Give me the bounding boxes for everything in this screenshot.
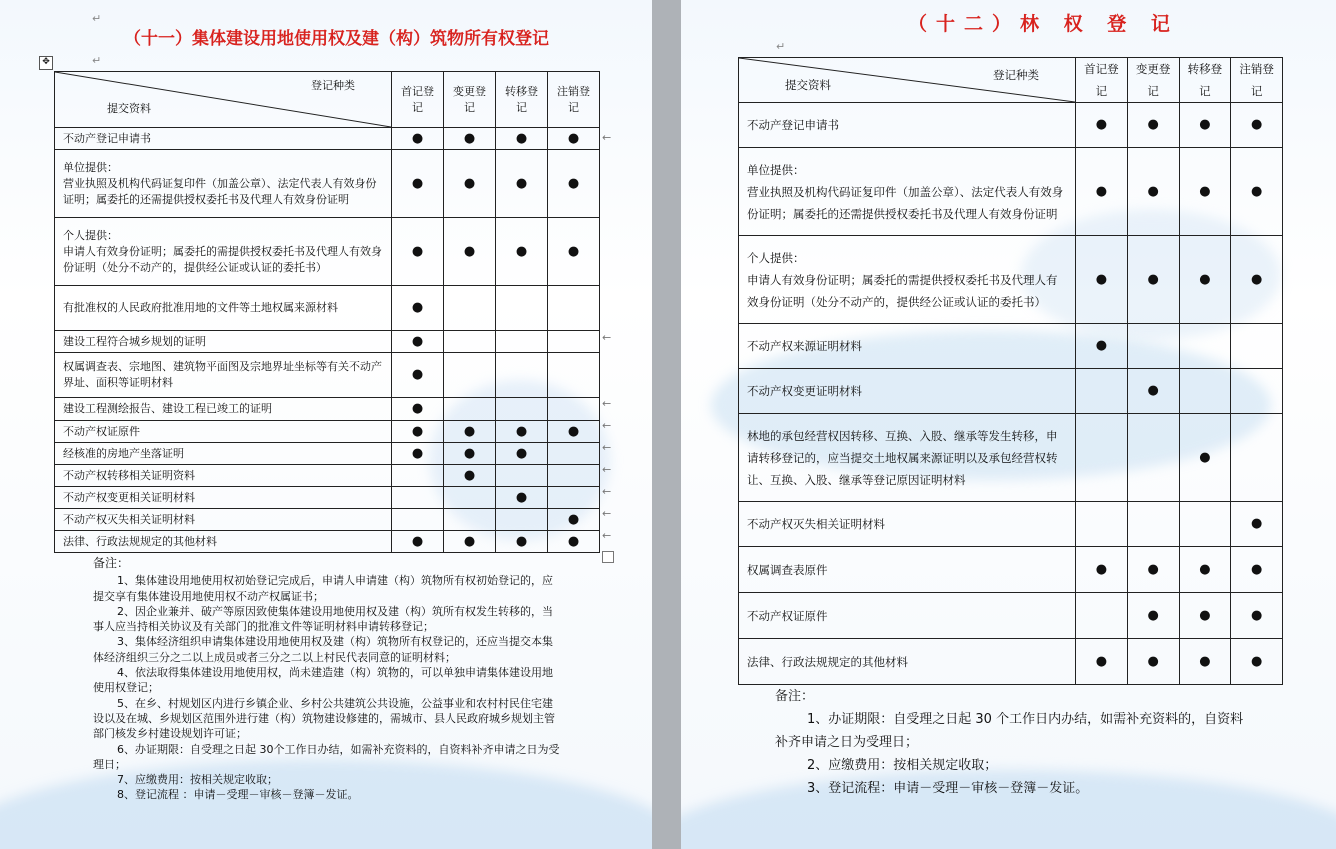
header-col-initial: 首记登记 bbox=[392, 72, 444, 128]
table-row bbox=[739, 148, 1283, 236]
required-mark-cell: ● bbox=[1127, 547, 1179, 593]
row-end-mark-icon: ← bbox=[602, 397, 612, 410]
material-label-cell: 法律、行政法规规定的其他材料 bbox=[55, 531, 392, 553]
required-mark-cell: ● bbox=[548, 128, 600, 150]
required-mark-cell: ● bbox=[1076, 639, 1128, 685]
required-mark-cell: ● bbox=[496, 531, 548, 553]
material-label-cell: 不动产登记申请书 bbox=[739, 103, 1076, 148]
required-mark-cell bbox=[444, 286, 496, 331]
remark-item: 3、登记流程：申请－受理－审核－登簿－发证。 bbox=[807, 781, 1089, 796]
required-mark-cell: ● bbox=[444, 465, 496, 487]
material-label-cell: 不动产权转移相关证明资料 bbox=[55, 465, 392, 487]
required-mark-cell: ● bbox=[548, 531, 600, 553]
required-mark-cell bbox=[444, 509, 496, 531]
left-remarks bbox=[93, 556, 563, 803]
row-end-mark-icon: ← bbox=[602, 529, 612, 542]
required-mark-cell: ● bbox=[1076, 148, 1128, 236]
table-row bbox=[55, 443, 600, 465]
row-end-mark-icon: ← bbox=[602, 131, 612, 144]
required-mark-cell bbox=[1179, 502, 1231, 547]
required-mark-cell: ● bbox=[548, 150, 600, 218]
required-mark-cell: ● bbox=[392, 443, 444, 465]
table-row bbox=[739, 593, 1283, 639]
remark-item: 2、应缴费用：按相关规定收取； bbox=[807, 758, 998, 773]
material-label-cell: 不动产权证原件 bbox=[739, 593, 1076, 639]
required-mark-cell: ● bbox=[1179, 236, 1231, 324]
required-mark-cell: ● bbox=[392, 531, 444, 553]
table-row bbox=[739, 369, 1283, 414]
material-label-cell: 权属调查表、宗地图、建筑物平面图及宗地界址坐标等有关不动产界址、面积等证明材料 bbox=[55, 353, 392, 398]
table-row bbox=[739, 324, 1283, 369]
material-label-cell: 法律、行政法规规定的其他材料 bbox=[739, 639, 1076, 685]
required-mark-cell bbox=[496, 286, 548, 331]
required-mark-cell bbox=[1231, 414, 1283, 502]
required-mark-cell bbox=[392, 487, 444, 509]
right-remarks bbox=[775, 685, 1255, 800]
required-mark-cell: ● bbox=[496, 218, 548, 286]
required-mark-cell bbox=[496, 509, 548, 531]
required-mark-cell: ● bbox=[1076, 236, 1128, 324]
required-mark-cell: ● bbox=[1076, 103, 1128, 148]
material-label-cell: 个人提供： 申请人有效身份证明；属委托的需提供授权委托书及代理人有效身份证明（处分不动产的，提供经公证或认证的委托书） bbox=[739, 236, 1076, 324]
material-label-cell: 林地的承包经营权因转移、互换、入股、继承等发生转移，申请转移登记的，应当提交土地权属来源证明以及承包经营权转让、互换、入股、继承等登记原因证明材料 bbox=[739, 414, 1076, 502]
remarks-title: 备注： bbox=[93, 556, 130, 570]
required-mark-cell: ● bbox=[392, 331, 444, 353]
required-mark-cell: ● bbox=[1127, 639, 1179, 685]
table-row bbox=[55, 331, 600, 353]
paragraph-mark-icon: ↵ bbox=[92, 54, 102, 67]
remark-item: 8、登记流程 ：申请－受理－审核－登簿－发证。 bbox=[117, 788, 359, 802]
material-label-cell: 个人提供： 申请人有效身份证明；属委托的需提供授权委托书及代理人有效身份证明（处分不动产的，提供经公证或认证的委托书） bbox=[55, 218, 392, 286]
table-row bbox=[55, 509, 600, 531]
right-section-title: （十二）林 权 登 记 bbox=[908, 13, 1179, 35]
required-mark-cell bbox=[548, 487, 600, 509]
left-section-title: （十一）集体建设用地使用权及建（构）筑物所有权登记 bbox=[124, 29, 549, 49]
remark-item: 5、在乡、村规划区内进行乡镇企业、乡村公共建筑公共设施，公益事业和农村村民住宅建设以及在城、乡规划区范围外进行建（构）筑物建设修建的，需城市、县人民政府城乡规划主管部门核发乡村建设规划许可证； bbox=[93, 696, 555, 741]
remark-item: 2、因企业兼并、破产等原因致使集体建设用地使用权及建（构）筑所有权发生转移的，当事人应当持相关协议及有关部门的批准文件等证明材料申请转移登记； bbox=[93, 604, 553, 634]
material-label-cell: 不动产权变更证明材料 bbox=[739, 369, 1076, 414]
required-mark-cell: ● bbox=[496, 150, 548, 218]
required-mark-cell: ● bbox=[1179, 593, 1231, 639]
table-row bbox=[739, 502, 1283, 547]
remark-item: 7、应缴费用：按相关规定收取； bbox=[117, 773, 278, 787]
material-label-cell: 单位提供： 营业执照及机构代码证复印件（加盖公章）、法定代表人有效身份证明；属委托的还需提供授权委托书及代理人有效身份证明 bbox=[739, 148, 1076, 236]
required-mark-cell: ● bbox=[1179, 148, 1231, 236]
required-mark-cell bbox=[1076, 414, 1128, 502]
required-mark-cell: ● bbox=[1127, 148, 1179, 236]
required-mark-cell: ● bbox=[496, 421, 548, 443]
required-mark-cell: ● bbox=[1231, 148, 1283, 236]
required-mark-cell bbox=[444, 331, 496, 353]
header-col-cancel: 注销登记 bbox=[1231, 58, 1283, 103]
header-col-cancel: 注销登记 bbox=[548, 72, 600, 128]
row-end-mark-icon: ← bbox=[602, 419, 612, 432]
required-mark-cell: ● bbox=[1231, 103, 1283, 148]
material-label-cell: 单位提供： 营业执照及机构代码证复印件（加盖公章）、法定代表人有效身份证明；属委托的还需提供授权委托书及代理人有效身份证明 bbox=[55, 150, 392, 218]
material-label-cell: 不动产权证原件 bbox=[55, 421, 392, 443]
row-end-mark-icon: ← bbox=[602, 463, 612, 476]
required-mark-cell bbox=[496, 353, 548, 398]
required-mark-cell: ● bbox=[1179, 547, 1231, 593]
required-mark-cell: ● bbox=[496, 128, 548, 150]
required-mark-cell bbox=[392, 509, 444, 531]
required-mark-cell bbox=[1127, 324, 1179, 369]
material-label-cell: 有批准权的人民政府批准用地的文件等土地权属来源材料 bbox=[55, 286, 392, 331]
table-row bbox=[55, 487, 600, 509]
required-mark-cell: ● bbox=[392, 286, 444, 331]
required-mark-cell bbox=[548, 353, 600, 398]
row-end-mark-icon: ← bbox=[602, 441, 612, 454]
header-col-change: 变更登记 bbox=[444, 72, 496, 128]
required-mark-cell bbox=[1076, 502, 1128, 547]
required-mark-cell: ● bbox=[444, 531, 496, 553]
table-row bbox=[739, 103, 1283, 148]
material-label-cell: 建设工程符合城乡规划的证明 bbox=[55, 331, 392, 353]
table-row bbox=[55, 150, 600, 218]
remark-item: 3、集体经济组织申请集体建设用地使用权及建（构）筑物所有权登记的，还应当提交本集体经济组织三分之二以上成员或者三分之二以上村民代表同意的证明材料； bbox=[93, 635, 553, 664]
header-col-change: 变更登记 bbox=[1127, 58, 1179, 103]
required-mark-cell bbox=[392, 465, 444, 487]
required-mark-cell: ● bbox=[392, 218, 444, 286]
required-mark-cell bbox=[548, 465, 600, 487]
material-label-cell: 不动产权变更相关证明材料 bbox=[55, 487, 392, 509]
required-mark-cell: ● bbox=[1231, 593, 1283, 639]
table-row bbox=[55, 128, 600, 150]
material-label-cell: 不动产登记申请书 bbox=[55, 128, 392, 150]
header-category-label: 登记种类 bbox=[311, 79, 355, 92]
table-resize-handle[interactable] bbox=[602, 551, 614, 563]
remark-item: 6、办证期限：自受理之日起 30个工作日办结，如需补充资料的，自资料补齐申请之日为受理日； bbox=[93, 742, 560, 771]
diagonal-header-cell bbox=[739, 58, 1076, 103]
material-label-cell: 建设工程测绘报告、建设工程已竣工的证明 bbox=[55, 398, 392, 421]
table-row bbox=[55, 421, 600, 443]
header-col-initial: 首记登记 bbox=[1076, 58, 1128, 103]
right-registration-table bbox=[738, 57, 1283, 685]
header-col-transfer: 转移登记 bbox=[1179, 58, 1231, 103]
required-mark-cell bbox=[1231, 369, 1283, 414]
remarks-list bbox=[93, 573, 563, 802]
remark-item: 4、依法取得集体建设用地使用权，尚未建造建（构）筑物的，可以单独申请集体建设用地使用权登记； bbox=[93, 666, 553, 695]
left-registration-table bbox=[54, 71, 600, 553]
required-mark-cell bbox=[1127, 414, 1179, 502]
table-move-handle-icon[interactable]: ✥ bbox=[39, 56, 53, 70]
required-mark-cell: ● bbox=[392, 421, 444, 443]
required-mark-cell bbox=[496, 465, 548, 487]
table-row bbox=[55, 286, 600, 331]
required-mark-cell: ● bbox=[444, 128, 496, 150]
material-label-cell: 经核准的房地产坐落证明 bbox=[55, 443, 392, 465]
table-row bbox=[739, 414, 1283, 502]
required-mark-cell: ● bbox=[392, 128, 444, 150]
required-mark-cell bbox=[444, 398, 496, 421]
required-mark-cell: ● bbox=[496, 443, 548, 465]
required-mark-cell: ● bbox=[1231, 502, 1283, 547]
table-row bbox=[739, 639, 1283, 685]
row-end-mark-icon: ← bbox=[602, 331, 612, 344]
table-row bbox=[55, 218, 600, 286]
required-mark-cell bbox=[444, 353, 496, 398]
required-mark-cell: ● bbox=[1231, 639, 1283, 685]
header-category-label: 登记种类 bbox=[993, 68, 1039, 82]
material-label-cell: 不动产权来源证明材料 bbox=[739, 324, 1076, 369]
table-header-row bbox=[739, 58, 1283, 103]
required-mark-cell: ● bbox=[444, 421, 496, 443]
table-row bbox=[739, 236, 1283, 324]
material-label-cell: 权属调查表原件 bbox=[739, 547, 1076, 593]
required-mark-cell: ● bbox=[1179, 103, 1231, 148]
paragraph-mark-icon: ↵ bbox=[92, 12, 102, 25]
required-mark-cell: ● bbox=[392, 353, 444, 398]
required-mark-cell: ● bbox=[548, 509, 600, 531]
page-gutter bbox=[652, 0, 681, 849]
required-mark-cell: ● bbox=[548, 218, 600, 286]
required-mark-cell: ● bbox=[444, 218, 496, 286]
required-mark-cell bbox=[1179, 324, 1231, 369]
required-mark-cell: ● bbox=[548, 421, 600, 443]
required-mark-cell bbox=[548, 286, 600, 331]
required-mark-cell: ● bbox=[444, 150, 496, 218]
required-mark-cell bbox=[496, 398, 548, 421]
row-end-mark-icon: ← bbox=[602, 485, 612, 498]
required-mark-cell: ● bbox=[1127, 593, 1179, 639]
required-mark-cell: ● bbox=[1179, 414, 1231, 502]
required-mark-cell: ● bbox=[1179, 639, 1231, 685]
required-mark-cell: ● bbox=[496, 487, 548, 509]
table-header-row bbox=[55, 72, 600, 128]
header-col-transfer: 转移登记 bbox=[496, 72, 548, 128]
required-mark-cell bbox=[1076, 369, 1128, 414]
required-mark-cell bbox=[1076, 593, 1128, 639]
material-label-cell: 不动产权灭失相关证明材料 bbox=[739, 502, 1076, 547]
table-row bbox=[55, 531, 600, 553]
remarks-list bbox=[775, 708, 1255, 800]
required-mark-cell bbox=[1127, 502, 1179, 547]
required-mark-cell bbox=[548, 398, 600, 421]
remark-item: 1、办证期限：自受理之日起 30 个工作日内办结，如需补充资料的，自资料补齐申请之日为受理日； bbox=[775, 712, 1244, 750]
paragraph-mark-icon: ↵ bbox=[776, 40, 786, 53]
required-mark-cell: ● bbox=[1127, 236, 1179, 324]
required-mark-cell bbox=[444, 487, 496, 509]
required-mark-cell bbox=[1231, 324, 1283, 369]
diagonal-header-cell bbox=[55, 72, 392, 128]
required-mark-cell bbox=[1179, 369, 1231, 414]
material-label-cell: 不动产权灭失相关证明材料 bbox=[55, 509, 392, 531]
required-mark-cell: ● bbox=[1127, 369, 1179, 414]
required-mark-cell: ● bbox=[444, 443, 496, 465]
required-mark-cell: ● bbox=[1127, 103, 1179, 148]
required-mark-cell bbox=[496, 331, 548, 353]
required-mark-cell: ● bbox=[1231, 236, 1283, 324]
required-mark-cell: ● bbox=[1076, 324, 1128, 369]
remark-item: 1、集体建设用地使用权初始登记完成后，申请人申请建（构）筑物所有权初始登记的，应提交享有集体建设用地使用权不动产权属证书； bbox=[93, 574, 553, 603]
header-materials-label: 提交资料 bbox=[107, 102, 151, 115]
required-mark-cell: ● bbox=[1231, 547, 1283, 593]
required-mark-cell bbox=[548, 443, 600, 465]
remarks-title: 备注： bbox=[775, 689, 815, 704]
required-mark-cell bbox=[548, 331, 600, 353]
required-mark-cell: ● bbox=[1076, 547, 1128, 593]
table-row bbox=[55, 398, 600, 421]
table-row bbox=[55, 465, 600, 487]
table-row bbox=[55, 353, 600, 398]
required-mark-cell: ● bbox=[392, 398, 444, 421]
header-materials-label: 提交资料 bbox=[785, 78, 831, 92]
table-row bbox=[739, 547, 1283, 593]
row-end-mark-icon: ← bbox=[602, 507, 612, 520]
required-mark-cell: ● bbox=[392, 150, 444, 218]
